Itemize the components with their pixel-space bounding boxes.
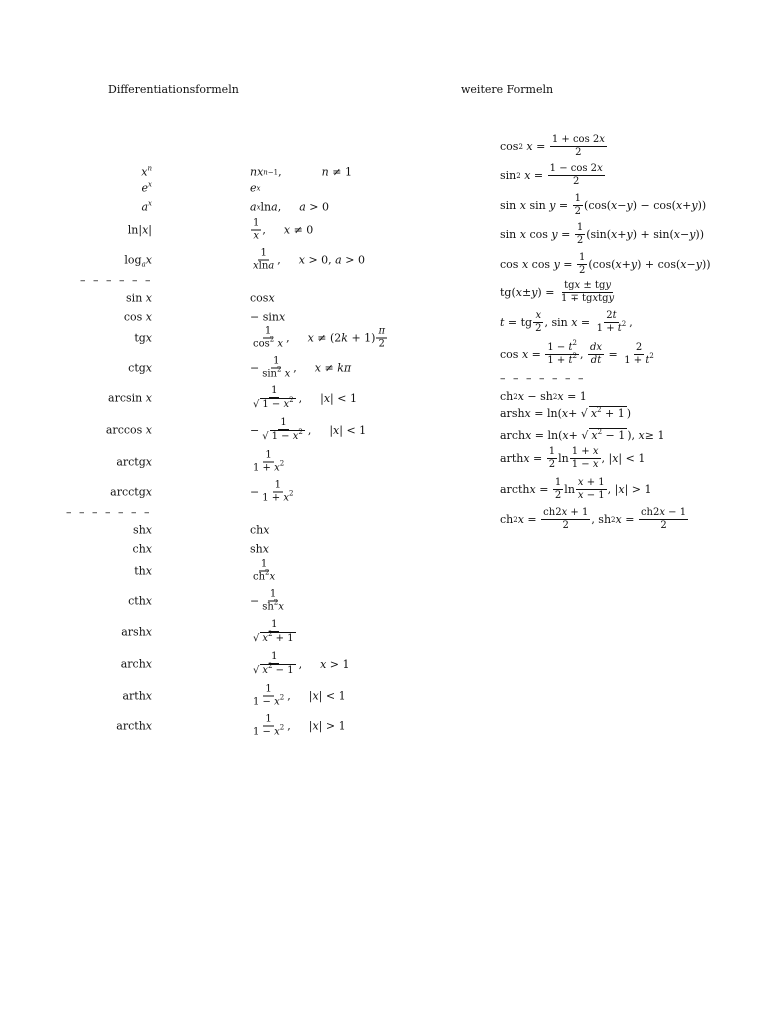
formula-line: t = tg $\frac{x}{2}$ , sin x = $\frac{2t}{1 + t^2}$ , <box>500 310 633 334</box>
formula-line: sin 2 x = $\frac{1 - \cos 2x}{2}$ <box>500 163 603 187</box>
derivative-cell: nx n−1 , n ≠ 1 <box>250 165 352 179</box>
formula-line: tg( x ± y ) = $\frac{\text{tgx ± tgy}}{\text{1 ∓ tgxtgy}}$ <box>500 280 615 304</box>
separator: – – – – – – – <box>66 506 152 519</box>
formula-line: sin x cos y = $\frac{1}{2}$ (sin( x + y ) + sin( x − y )) <box>500 222 704 246</box>
formula-line: arcth x = $\frac{1}{2}$ ln $\frac{x + 1}{x - 1}$ , | x | > 1 <box>500 477 652 501</box>
heading-differentiation-formulas: Differentiationsformeln <box>108 83 239 96</box>
formula-line: ch 2 x = $\frac{ch2x + 1}{2}$ , sh 2 x = $\frac{ch2x - 1}{2}$ <box>500 507 687 531</box>
formula-sheet-page: Differentiationsformeln weitere Formeln $x^n$ nx n−1 , n ≠ 1 $e^x$ e x $a^x$ a x ln a , a > 0 ln|x| $\frac{1}{x}$ , x ≠ 0 $\log_ax$ $\frac{1}{xlna}$ , x > 0, a > 0 – – – – – – sin x cos x cos x − sin x tgx $\frac{1}{\cos^2 x}$ , x ≠ (2k + 1) $\frac{\pi}{2}$ ctgx − $\frac{1}{\sin^2 x}$ , x ≠ kπ arcsin x $\frac{1}{√ 1 - x^2}$ , |x| < 1 arccos x − $\frac{1}{√ 1 - x^2}$ , |x| < 1 arctgx $\frac{1}{1 + x^2}$ arcctgx − $\frac{1}{1 + x^2}$ – – – – – – – shx ch x chx sh x thx $\frac{1}{ch^2x}$ cthx − $\frac{1}{sh^2x}$ arshx $\frac{1}{√ x^2 + 1}$ archx $\frac{1}{√ x^2 - 1}$ , x > 1 arthx $\frac{1}{1 - x^2}$ , |x| < 1 arcthx $\frac{1}{1 - x^2}$ , |x| > 1 cos 2 x = $\frac{1 + \cos 2x}{2}$ sin 2 x = $\frac{1 - \cos 2x}{2}$ sin x sin y = $\frac{1}{2}$ (cos( x − y ) − cos( x + y )) sin x cos y = $\frac{1}{2}$ (sin( x + y ) + sin( x − y )) cos x cos y = $\frac{1}{2}$ (cos( x + y ) + cos( x − y )) tg( x ± y ) = $\frac{\text{tgx ± tgy}}{\text{1 ∓ tgxtgy}}$ t = tg $\frac{x}{2}$ , sin x = $\frac{2t}{1 + t^2}$ , cos x = $\frac{1 - t^2}{1 + t^2}$ , $\frac{dx}{dt}$ = $\frac{2}{1 + t^2}$ – – – – – – – ch 2 x − sh 2 x = 1 arsh x = ln( x + √ $x^2 + 1$ ) arch x = ln( x + √ $x^2 - 1$ ), x ≥ 1 arth x = $\frac{1}{2}$ ln $\frac{1 + x}{1 - x}$ , | x | < 1 arcth x = $\frac{1}{2}$ ln $\frac{x + 1}{x - 1}$ , | x | > 1 ch 2 x = $\frac{ch2x + 1}{2}$ , sh 2 x = $\frac{ch2x - 1}{2}$ <box>0 0 768 1024</box>
formula-line: ch 2 x − sh 2 x = 1 <box>500 390 587 403</box>
formula-line: arsh x = ln( x + √ $x^2 + 1$ ) <box>500 406 632 420</box>
heading-further-formulas: weitere Formeln <box>461 83 554 96</box>
formula-line: cos 2 x = $\frac{1 + \cos 2x}{2}$ <box>500 134 605 158</box>
formula-line: cos x cos y = $\frac{1}{2}$ (cos( x + y ) + cos( x − y )) <box>500 252 711 276</box>
formula-line: sin x sin y = $\frac{1}{2}$ (cos( x − y ) − cos( x + y )) <box>500 193 707 217</box>
formula-line: cos x = $\frac{1 - t^2}{1 + t^2}$ , $\frac{dx}{dt}$ = $\frac{2}{1 + t^2}$ <box>500 339 654 366</box>
function-cell: $x^n$ <box>141 164 152 179</box>
separator: – – – – – – <box>80 274 153 287</box>
separator: – – – – – – – <box>500 372 586 385</box>
formula-line: arch x = ln( x + √ $x^2 - 1$ ), x ≥ 1 <box>500 428 665 442</box>
formula-line: arth x = $\frac{1}{2}$ ln $\frac{1 + x}{1 - x}$ , | x | < 1 <box>500 446 646 470</box>
